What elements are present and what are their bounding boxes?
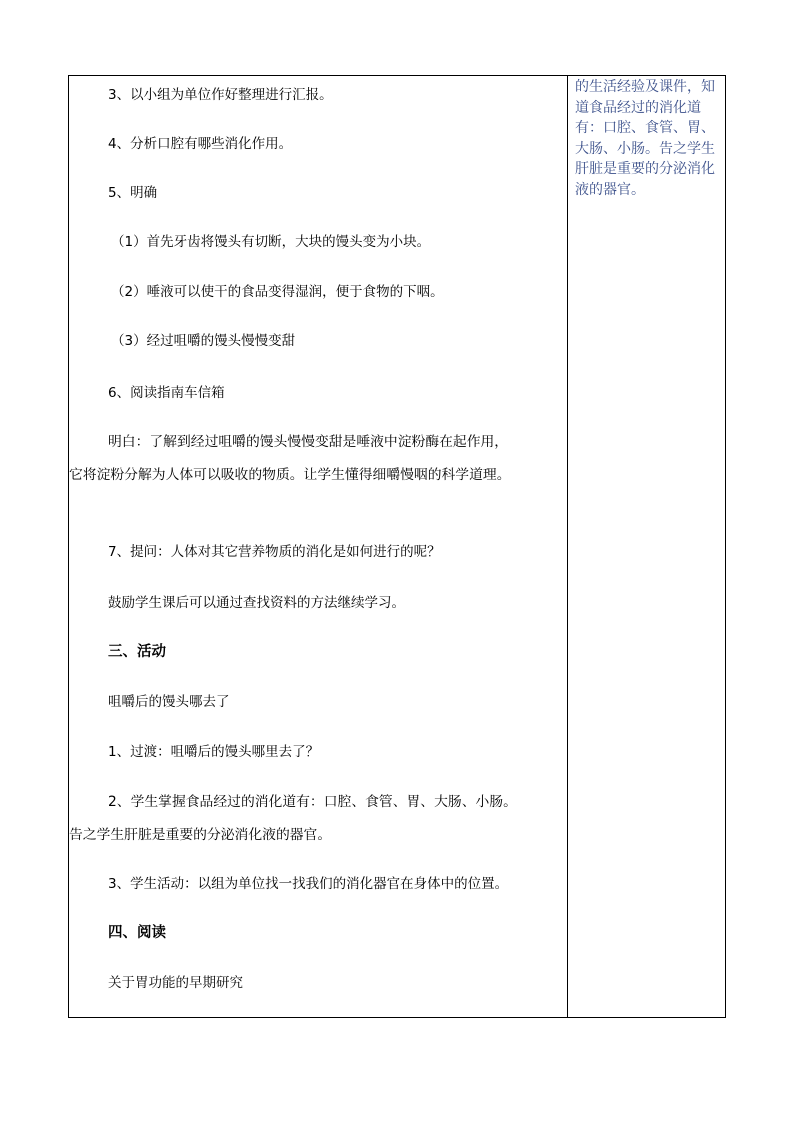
understand-paragraph-rest: 它将淀粉分解为人体可以吸收的物质。让学生懂得细嚼慢咽的科学道理。 (69, 467, 511, 483)
digestive-tract-paragraph-rest: 告之学生肝脏是重要的分泌消化液的器官。 (69, 827, 332, 843)
activity-title-line: 咀嚼后的馒头哪去了 (108, 694, 230, 710)
student-activity-line: 3、学生活动：以组为单位找一找我们的消化器官在身体中的位置。 (108, 876, 509, 892)
design-intent-cell (568, 76, 725, 1017)
encourage-line: 鼓励学生课后可以通过查找资料的方法继续学习。 (108, 595, 405, 611)
section-reading-heading: 四、阅读 (108, 925, 166, 941)
step-read-line: 6、阅读指南车信箱 (108, 385, 225, 401)
understand-paragraph-first: 明白：了解到经过咀嚼的馒头慢慢变甜是唾液中淀粉酶在起作用， (108, 434, 509, 450)
step-report-line: 3、以小组为单位作好整理进行汇报。 (108, 87, 333, 103)
main-content-cell (69, 76, 568, 1017)
transition-line: 1、过渡：咀嚼后的馒头哪里去了？ (108, 744, 320, 760)
section-activity-heading: 三、活动 (108, 644, 166, 660)
point-3-line: （3）经过咀嚼的馒头慢慢变甜 (111, 333, 296, 349)
lesson-table (68, 75, 726, 1018)
point-2-line: （2）唾液可以使干的食品变得湿润，便于食物的下咽。 (111, 284, 444, 300)
design-intent-text: 的生活经验及课件，知道食品经过的消化道有：口腔、食管、胃、大肠、小肠。告之学生肝脏是重要的分泌消化液的器官。 (575, 79, 715, 198)
reading-title-line: 关于胃功能的早期研究 (108, 975, 243, 991)
point-1-line: （1）首先牙齿将馒头有切断，大块的馒头变为小块。 (111, 234, 431, 250)
step-analyze-line: 4、分析口腔有哪些消化作用。 (108, 136, 293, 152)
step-question-line: 7、提问：人体对其它营养物质的消化是如何进行的呢？ (108, 544, 441, 560)
digestive-tract-paragraph (69, 786, 560, 852)
step-clarify-line: 5、明确 (108, 185, 158, 201)
understand-paragraph (69, 426, 560, 492)
digestive-tract-paragraph-first: 2、学生掌握食品经过的消化道有：口腔、食管、胃、大肠、小肠。 (108, 794, 517, 810)
